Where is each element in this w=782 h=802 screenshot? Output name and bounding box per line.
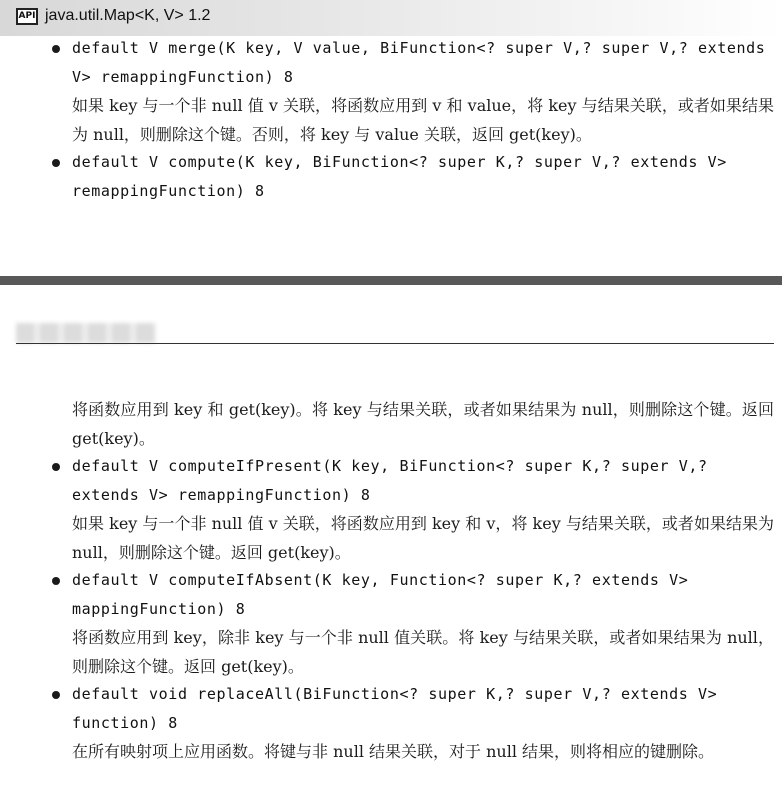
api-class-title: java.util.Map<K, V> 1.2 — [45, 7, 211, 24]
computeIfPresent-signature: default V computeIfPresent(K key, BiFunction<? super K,? super V,? extends V> remappingFunction) 8 — [72, 457, 718, 504]
computeIfPresent-description: 如果 key 与一个非 null 值 v 关联，将函数应用到 key 和 v，将 key 与结果关联，或者如果结果为 null，则删除这个键。返回 get(key)。 — [72, 514, 774, 562]
header-rule — [16, 343, 774, 344]
computeIfAbsent-description: 将函数应用到 key，除非 key 与一个非 null 值关联。将 key 与结果关联，或者如果结果为 null，则删除这个键。返回 get(key)。 — [72, 628, 774, 676]
bullet-icon — [52, 577, 60, 585]
merge-signature: default V merge(K key, V value, BiFunction<? super V,? super V,? extends V> remappingFunction) 8 — [72, 39, 776, 86]
api-badge-icon: API — [16, 8, 38, 25]
replaceAll-signature: default void replaceAll(BiFunction<? super K,? super V,? extends V> function) 8 — [72, 685, 727, 732]
bullet-icon — [52, 691, 60, 699]
merge-description: 如果 key 与一个非 null 值 v 关联，将函数应用到 v 和 value，将 key 与结果关联，或者如果结果为 null，则删除这个键。否则，将 key 与 value 关联，返回 get(key)。 — [72, 96, 774, 144]
blurred-page-header — [16, 323, 156, 343]
api-header — [0, 0, 782, 36]
bullet-icon — [52, 45, 60, 53]
bullet-icon — [52, 159, 60, 167]
compute-signature: default V compute(K key, BiFunction<? super K,? super V,? extends V> remappingFunction) 8 — [72, 153, 737, 200]
computeIfAbsent-signature: default V computeIfAbsent(K key, Function<? super K,? extends V> mappingFunction) 8 — [72, 571, 699, 618]
replaceAll-description: 在所有映射项上应用函数。将键与非 null 结果关联，对于 null 结果，则将相应的键删除。 — [72, 742, 715, 761]
bullet-icon — [52, 463, 60, 471]
page-divider — [0, 276, 782, 285]
compute-description: 将函数应用到 key 和 get(key)。将 key 与结果关联，或者如果结果为 null，则删除这个键。返回 get(key)。 — [72, 400, 774, 448]
